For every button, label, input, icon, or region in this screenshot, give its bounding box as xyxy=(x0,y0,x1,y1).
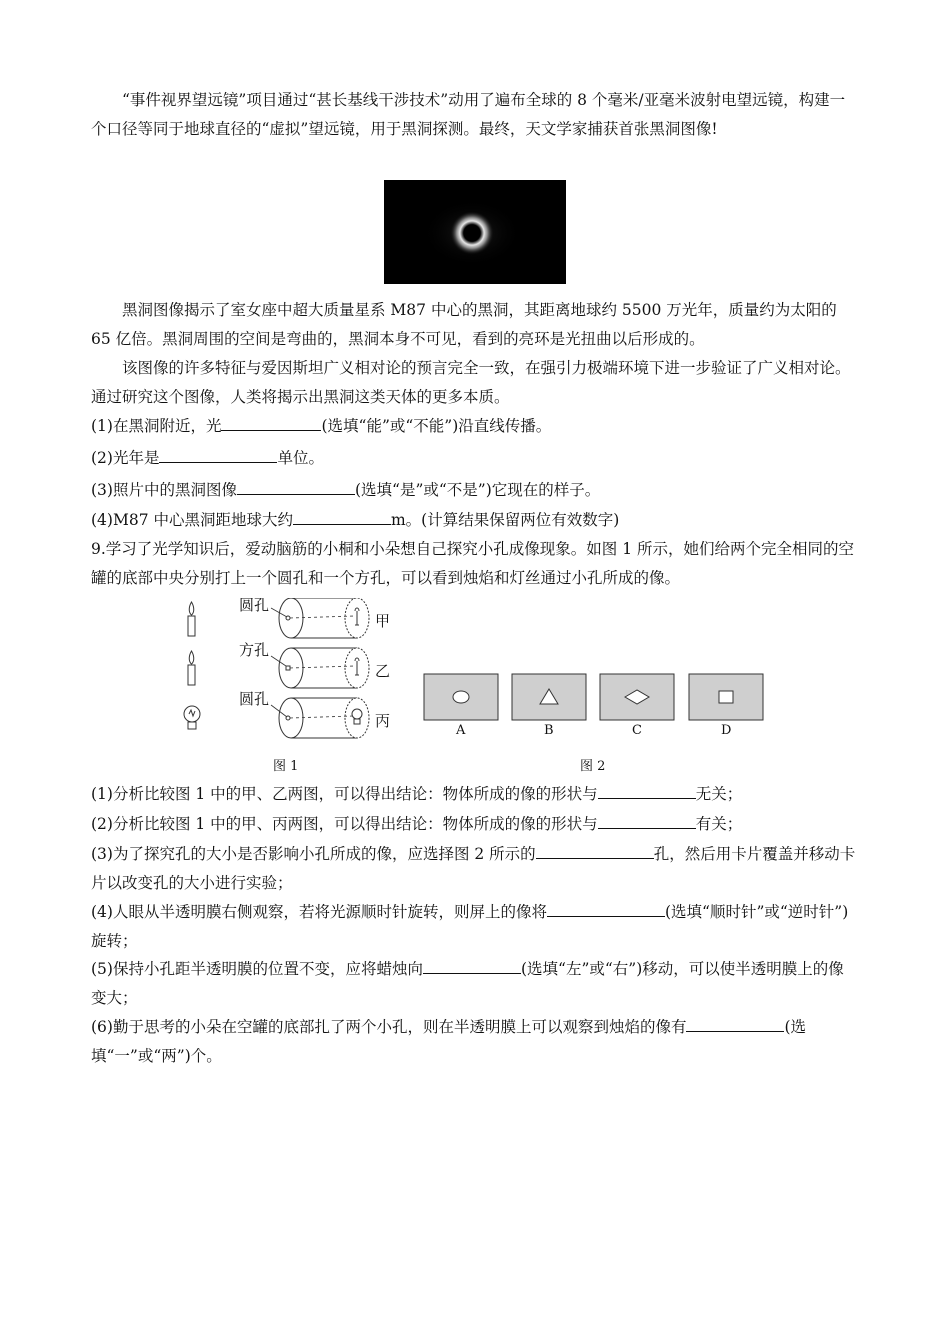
can-jia xyxy=(271,598,369,638)
can-yi xyxy=(271,648,369,688)
option-label-d: D xyxy=(721,723,732,738)
q9-figure xyxy=(175,598,775,782)
option-card-b xyxy=(512,674,586,720)
can-label-bing: 丙 xyxy=(375,712,391,730)
q8-part-2: (2)光年是 单位。 xyxy=(91,444,859,473)
answer-blank[interactable] xyxy=(686,1014,784,1032)
intro-paragraph-1: “事件视界望远镜”项目通过“甚长基线干涉技术”动用了遍布全球的 8 个毫米/亚毫米波射电望远镜，构建一个口径等同于地球直径的“虚拟”望远镜，用于黑洞探测。最终，天文学家捕获首张黑洞图像! xyxy=(91,91,846,138)
q9-stem: 9.学习了光学知识后，爱动脑筋的小桐和小朵想自己探究小孔成像现象。如图 1 所示，她们给两个完全相同的空罐的底部中央分别打上一个圆孔和一个方孔，可以看到烛焰和灯丝通过小孔所成的像。 xyxy=(91,540,855,587)
can-label-yi: 乙 xyxy=(375,662,391,680)
q9-part-2: (2)分析比较图 1 中的甲、丙两图，可以得出结论：物体所成的像的形状与 有关； xyxy=(91,810,859,839)
q9-part-3: (3)为了探究孔的大小是否影响小孔所成的像，应选择图 2 所示的 孔，然后用卡片覆盖并移动卡片以改变孔的大小进行实验； xyxy=(91,840,859,898)
option-label-c: C xyxy=(632,723,642,738)
option-card-a xyxy=(424,674,498,720)
intro-paragraph-3: 该图像的许多特征与爱因斯坦广义相对论的预言完全一致，在强引力极端环境下进一步验证了广义相对论。通过研究这个图像，人类将揭示出黑洞这类天体的更多本质。 xyxy=(91,359,851,406)
can-bing xyxy=(271,698,369,738)
q9-part-6: (6)勤于思考的小朵在空罐的底部扎了两个小孔，则在半透明膜上可以观察到烛焰的像有 (选填“一”或“两”)个。 xyxy=(91,1013,859,1071)
option-card-c xyxy=(600,674,674,720)
answer-blank[interactable] xyxy=(293,507,391,525)
hole-label-bing: 圆孔 xyxy=(239,690,270,708)
answer-blank[interactable] xyxy=(547,899,665,917)
answer-blank[interactable] xyxy=(221,413,321,431)
answer-blank[interactable] xyxy=(598,781,696,799)
q9-part-5: (5)保持小孔距半透明膜的位置不变，应将蜡烛向 (选填“左”或“右”)移动，可以使半透明膜上的像变大； xyxy=(91,955,859,1013)
hole-label-jia: 圆孔 xyxy=(239,598,270,614)
intro-paragraph-2: 黑洞图像揭示了室女座中超大质量星系 M87 中心的黑洞，其距离地球约 5500 万光年，质量约为太阳的 65 亿倍。黑洞周围的空间是弯曲的，黑洞本身不可见，看到的亮环是光扭曲以后形成的。 xyxy=(91,301,837,348)
q9-part-4: (4)人眼从半透明膜右侧观察，若将光源顺时针旋转，则屏上的像将 (选填“顺时针”或“逆时针”)旋转； xyxy=(91,898,859,956)
hole-label-yi: 方孔 xyxy=(239,641,270,659)
candle-icon xyxy=(188,651,195,685)
option-label-b: B xyxy=(544,723,554,738)
q8-part-4: (4)M87 中心黑洞距地球大约 m。(计算结果保留两位有效数字) xyxy=(91,506,859,535)
candle-icon xyxy=(188,602,195,636)
q9-part-1: (1)分析比较图 1 中的甲、乙两图，可以得出结论：物体所成的像的形状与 无关； xyxy=(91,780,859,809)
q8-part-1: (1)在黑洞附近，光 (选填“能”或“不能”)沿直线传播。 xyxy=(91,412,859,441)
answer-blank[interactable] xyxy=(423,956,521,974)
figure-1-caption: 图 1 xyxy=(273,759,299,774)
answer-blank[interactable] xyxy=(536,841,654,859)
option-card-d xyxy=(689,674,763,720)
lightbulb-icon xyxy=(184,706,200,729)
q8-part-3: (3)照片中的黑洞图像 (选填“是”或“不是”)它现在的样子。 xyxy=(91,476,859,505)
can-label-jia: 甲 xyxy=(375,612,391,630)
answer-blank[interactable] xyxy=(159,445,277,463)
answer-blank[interactable] xyxy=(237,477,355,495)
answer-blank[interactable] xyxy=(598,811,696,829)
black-hole-image xyxy=(384,180,566,284)
figure-2-caption: 图 2 xyxy=(580,759,606,774)
option-label-a: A xyxy=(456,723,466,738)
